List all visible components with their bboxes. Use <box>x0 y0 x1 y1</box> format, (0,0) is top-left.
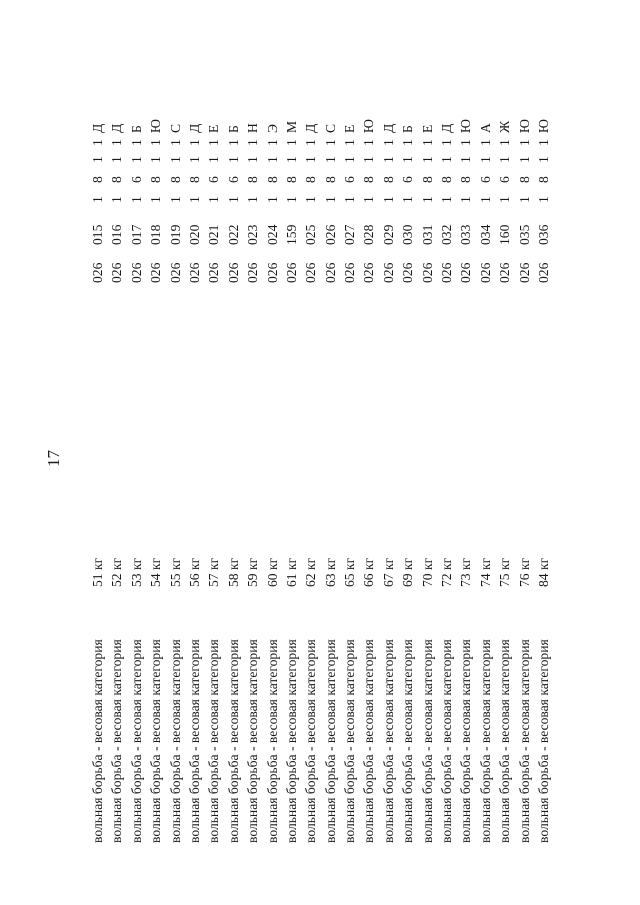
discipline-cell: вольная борьба - весовая категория <box>342 639 358 843</box>
code-digit-a-cell: 1 <box>361 196 377 203</box>
weight-cell: 74 кг <box>477 557 493 587</box>
code-digit-c-cell: 1 <box>245 156 261 163</box>
sport-code-cell: 026 <box>206 262 222 283</box>
code-letter-cell: М <box>283 120 299 133</box>
code-digit-c-cell: 1 <box>128 156 144 163</box>
code-letter-cell: Б <box>225 125 241 133</box>
code-letter-cell: С <box>322 123 338 133</box>
table-row <box>263 0 282 905</box>
weight-cell: 53 кг <box>128 557 144 587</box>
table-row <box>495 0 514 905</box>
code-digit-a-cell: 1 <box>206 196 222 203</box>
table-row <box>321 0 340 905</box>
discipline-cell: вольная борьба - весовая категория <box>361 639 377 843</box>
weight-cell: 63 кг <box>322 557 338 587</box>
code-letter-cell: Ю <box>458 119 474 133</box>
sport-code-cell: 026 <box>303 262 319 283</box>
discipline-number-cell: 025 <box>303 224 319 245</box>
sport-code-cell: 026 <box>361 262 377 283</box>
weight-cell: 56 кг <box>186 557 202 587</box>
sport-code-cell: 026 <box>186 262 202 283</box>
sport-code-cell: 026 <box>109 262 125 283</box>
code-digit-c-cell: 1 <box>342 156 358 163</box>
sport-code-cell: 026 <box>535 262 551 283</box>
table-row <box>243 0 262 905</box>
table-row <box>418 0 437 905</box>
discipline-number-cell: 159 <box>283 224 299 245</box>
code-digit-a-cell: 1 <box>128 196 144 203</box>
table-row <box>437 0 456 905</box>
code-digit-c-cell: 1 <box>167 156 183 163</box>
code-digit-b-cell: 6 <box>342 176 358 183</box>
code-digit-d-cell: 1 <box>380 139 396 146</box>
discipline-cell: вольная борьба - весовая категория <box>148 639 164 843</box>
discipline-cell: вольная борьба - весовая категория <box>90 639 105 843</box>
code-digit-c-cell: 1 <box>477 156 493 163</box>
discipline-number-cell: 033 <box>458 224 474 245</box>
code-digit-d-cell: 1 <box>109 139 125 146</box>
discipline-cell: вольная борьба - весовая категория <box>477 639 493 843</box>
code-digit-a-cell: 1 <box>516 196 532 203</box>
code-digit-d-cell: 1 <box>419 139 435 146</box>
discipline-number-cell: 034 <box>477 224 493 245</box>
code-digit-d-cell: 1 <box>303 139 319 146</box>
code-letter-cell: Д <box>186 123 202 133</box>
code-digit-c-cell: 1 <box>206 156 222 163</box>
code-digit-a-cell: 1 <box>458 196 474 203</box>
weight-cell: 55 кг <box>167 557 183 587</box>
code-digit-b-cell: 8 <box>167 176 183 183</box>
weight-cell: 52 кг <box>109 557 125 587</box>
code-digit-b-cell: 8 <box>283 176 299 183</box>
weight-cell: 67 кг <box>380 557 396 587</box>
code-digit-b-cell: 6 <box>206 176 222 183</box>
table-row <box>107 0 126 905</box>
discipline-cell: вольная борьба - весовая категория <box>245 639 261 843</box>
code-digit-a-cell: 1 <box>90 196 105 203</box>
code-digit-b-cell: 8 <box>419 176 435 183</box>
code-digit-b-cell: 8 <box>380 176 396 183</box>
sport-code-cell: 026 <box>439 262 455 283</box>
code-digit-d-cell: 1 <box>245 139 261 146</box>
code-digit-d-cell: 1 <box>497 139 513 146</box>
sport-code-cell: 026 <box>419 262 435 283</box>
code-digit-b-cell: 6 <box>128 176 144 183</box>
table-row <box>166 0 185 905</box>
table-row <box>224 0 243 905</box>
weight-cell: 72 кг <box>439 557 455 587</box>
table-row <box>204 0 223 905</box>
code-digit-a-cell: 1 <box>245 196 261 203</box>
code-digit-b-cell: 8 <box>535 176 551 183</box>
code-digit-d-cell: 1 <box>477 139 493 146</box>
code-digit-d-cell: 1 <box>439 139 455 146</box>
discipline-number-cell: 035 <box>516 224 532 245</box>
code-letter-cell: Д <box>109 123 125 133</box>
weight-cell: 84 кг <box>535 557 551 587</box>
code-digit-a-cell: 1 <box>419 196 435 203</box>
code-letter-cell: Ю <box>361 119 377 133</box>
code-digit-c-cell: 1 <box>109 156 125 163</box>
code-digit-c-cell: 1 <box>419 156 435 163</box>
table-row <box>127 0 146 905</box>
sport-code-cell: 026 <box>516 262 532 283</box>
code-letter-cell: Д <box>303 123 319 133</box>
code-digit-b-cell: 8 <box>361 176 377 183</box>
discipline-cell: вольная борьба - весовая категория <box>439 639 455 843</box>
weight-cell: 61 кг <box>283 557 299 587</box>
code-digit-b-cell: 8 <box>322 176 338 183</box>
weight-cell: 58 кг <box>225 557 241 587</box>
code-digit-a-cell: 1 <box>400 196 416 203</box>
discipline-cell: вольная борьба - весовая категория <box>303 639 319 843</box>
code-digit-c-cell: 1 <box>400 156 416 163</box>
discipline-number-cell: 019 <box>167 224 183 245</box>
sport-code-cell: 026 <box>497 262 513 283</box>
table-row <box>340 0 359 905</box>
code-digit-c-cell: 1 <box>439 156 455 163</box>
code-digit-c-cell: 1 <box>186 156 202 163</box>
discipline-cell: вольная борьба - весовая категория <box>283 639 299 843</box>
code-digit-b-cell: 8 <box>264 176 280 183</box>
code-digit-d-cell: 1 <box>342 139 358 146</box>
code-digit-a-cell: 1 <box>439 196 455 203</box>
code-digit-b-cell: 6 <box>400 176 416 183</box>
discipline-number-cell: 018 <box>148 224 164 245</box>
code-digit-b-cell: 8 <box>186 176 202 183</box>
table-row <box>146 0 165 905</box>
code-digit-a-cell: 1 <box>497 196 513 203</box>
code-digit-a-cell: 1 <box>148 196 164 203</box>
code-digit-c-cell: 1 <box>322 156 338 163</box>
discipline-cell: вольная борьба - весовая категория <box>167 639 183 843</box>
code-digit-c-cell: 1 <box>283 156 299 163</box>
code-letter-cell: Ю <box>148 119 164 133</box>
sport-code-cell: 026 <box>400 262 416 283</box>
table-row <box>185 0 204 905</box>
discipline-cell: вольная борьба - весовая категория <box>458 639 474 843</box>
code-digit-b-cell: 6 <box>497 176 513 183</box>
sport-code-cell: 026 <box>225 262 241 283</box>
discipline-cell: вольная борьба - весовая категория <box>535 639 551 843</box>
code-digit-d-cell: 1 <box>128 139 144 146</box>
table-row <box>282 0 301 905</box>
code-digit-c-cell: 1 <box>90 156 105 163</box>
discipline-number-cell: 031 <box>419 224 435 245</box>
page-number: 17 <box>44 450 63 467</box>
weight-cell: 75 кг <box>497 557 513 587</box>
sport-code-cell: 026 <box>128 262 144 283</box>
code-digit-d-cell: 1 <box>535 139 551 146</box>
weight-cell: 69 кг <box>400 557 416 587</box>
weight-cell: 76 кг <box>516 557 532 587</box>
code-digit-b-cell: 6 <box>477 176 493 183</box>
code-letter-cell: Д <box>380 123 396 133</box>
code-digit-b-cell: 8 <box>516 176 532 183</box>
sports-codes-table <box>88 0 553 905</box>
code-digit-c-cell: 1 <box>361 156 377 163</box>
discipline-number-cell: 030 <box>400 224 416 245</box>
sport-code-cell: 026 <box>458 262 474 283</box>
code-digit-d-cell: 1 <box>400 139 416 146</box>
weight-cell: 70 кг <box>419 557 435 587</box>
discipline-cell: вольная борьба - весовая категория <box>419 639 435 843</box>
discipline-cell: вольная борьба - весовая категория <box>128 639 144 843</box>
code-letter-cell: С <box>167 123 183 133</box>
code-digit-b-cell: 6 <box>225 176 241 183</box>
code-digit-a-cell: 1 <box>109 196 125 203</box>
code-digit-a-cell: 1 <box>303 196 319 203</box>
table-row <box>456 0 475 905</box>
weight-cell: 62 кг <box>303 557 319 587</box>
code-letter-cell: Е <box>419 124 435 133</box>
code-digit-a-cell: 1 <box>186 196 202 203</box>
weight-cell: 57 кг <box>206 557 222 587</box>
discipline-cell: вольная борьба - весовая категория <box>322 639 338 843</box>
weight-cell: 73 кг <box>458 557 474 587</box>
weight-cell: 60 кг <box>264 557 280 587</box>
table-row <box>515 0 534 905</box>
code-digit-c-cell: 1 <box>264 156 280 163</box>
discipline-cell: вольная борьба - весовая категория <box>109 639 125 843</box>
code-digit-a-cell: 1 <box>535 196 551 203</box>
weight-cell: 65 кг <box>342 557 358 587</box>
code-digit-a-cell: 1 <box>225 196 241 203</box>
table-row <box>534 0 553 905</box>
sport-code-cell: 026 <box>264 262 280 283</box>
code-letter-cell: Э <box>264 124 280 133</box>
weight-cell: 59 кг <box>245 557 261 587</box>
sport-code-cell: 026 <box>167 262 183 283</box>
code-digit-b-cell: 8 <box>148 176 164 183</box>
code-digit-b-cell: 8 <box>90 176 105 183</box>
code-digit-d-cell: 1 <box>458 139 474 146</box>
code-letter-cell: Б <box>128 125 144 133</box>
code-digit-d-cell: 1 <box>167 139 183 146</box>
code-letter-cell: Б <box>400 125 416 133</box>
code-digit-a-cell: 1 <box>477 196 493 203</box>
code-digit-d-cell: 1 <box>283 139 299 146</box>
sport-code-cell: 026 <box>380 262 396 283</box>
discipline-number-cell: 015 <box>90 224 105 245</box>
code-digit-a-cell: 1 <box>264 196 280 203</box>
discipline-cell: вольная борьба - весовая категория <box>206 639 222 843</box>
discipline-number-cell: 021 <box>206 224 222 245</box>
sport-code-cell: 026 <box>90 262 105 283</box>
code-digit-d-cell: 1 <box>322 139 338 146</box>
code-digit-a-cell: 1 <box>322 196 338 203</box>
discipline-number-cell: 022 <box>225 224 241 245</box>
code-letter-cell: А <box>477 123 493 133</box>
discipline-cell: вольная борьба - весовая категория <box>380 639 396 843</box>
code-letter-cell: Д <box>439 123 455 133</box>
code-digit-b-cell: 8 <box>458 176 474 183</box>
discipline-number-cell: 020 <box>186 224 202 245</box>
code-digit-d-cell: 1 <box>264 139 280 146</box>
code-digit-c-cell: 1 <box>148 156 164 163</box>
discipline-number-cell: 036 <box>535 224 551 245</box>
code-digit-b-cell: 8 <box>245 176 261 183</box>
table-row <box>398 0 417 905</box>
table-row <box>88 0 107 905</box>
code-digit-d-cell: 1 <box>361 139 377 146</box>
sport-code-cell: 026 <box>245 262 261 283</box>
code-digit-c-cell: 1 <box>535 156 551 163</box>
discipline-number-cell: 028 <box>361 224 377 245</box>
code-digit-d-cell: 1 <box>186 139 202 146</box>
discipline-number-cell: 023 <box>245 224 261 245</box>
code-digit-c-cell: 1 <box>380 156 396 163</box>
discipline-number-cell: 032 <box>439 224 455 245</box>
sport-code-cell: 026 <box>148 262 164 283</box>
weight-cell: 51 кг <box>90 557 105 587</box>
sport-code-cell: 026 <box>477 262 493 283</box>
discipline-cell: вольная борьба - весовая категория <box>186 639 202 843</box>
discipline-number-cell: 029 <box>380 224 396 245</box>
code-letter-cell: Ю <box>535 119 551 133</box>
code-digit-d-cell: 1 <box>90 139 105 146</box>
weight-cell: 66 кг <box>361 557 377 587</box>
code-digit-a-cell: 1 <box>283 196 299 203</box>
code-digit-b-cell: 8 <box>439 176 455 183</box>
code-digit-a-cell: 1 <box>380 196 396 203</box>
code-digit-b-cell: 8 <box>303 176 319 183</box>
code-letter-cell: Е <box>206 124 222 133</box>
discipline-cell: вольная борьба - весовая категория <box>264 639 280 843</box>
discipline-number-cell: 017 <box>128 224 144 245</box>
discipline-cell: вольная борьба - весовая категория <box>497 639 513 843</box>
code-digit-c-cell: 1 <box>225 156 241 163</box>
sport-code-cell: 026 <box>342 262 358 283</box>
code-digit-d-cell: 1 <box>148 139 164 146</box>
code-digit-c-cell: 1 <box>516 156 532 163</box>
code-letter-cell: Е <box>342 124 358 133</box>
sport-code-cell: 026 <box>322 262 338 283</box>
weight-cell: 54 кг <box>148 557 164 587</box>
table-row <box>476 0 495 905</box>
discipline-number-cell: 024 <box>264 224 280 245</box>
discipline-number-cell: 160 <box>497 224 513 245</box>
code-digit-a-cell: 1 <box>167 196 183 203</box>
code-letter-cell: Ю <box>516 119 532 133</box>
code-digit-b-cell: 8 <box>109 176 125 183</box>
code-digit-d-cell: 1 <box>225 139 241 146</box>
discipline-number-cell: 027 <box>342 224 358 245</box>
sport-code-cell: 026 <box>283 262 299 283</box>
discipline-cell: вольная борьба - весовая категория <box>516 639 532 843</box>
code-digit-c-cell: 1 <box>458 156 474 163</box>
table-row <box>359 0 378 905</box>
code-digit-a-cell: 1 <box>342 196 358 203</box>
code-letter-cell: Д <box>90 123 105 133</box>
code-letter-cell: Ж <box>497 120 513 133</box>
code-letter-cell: Н <box>245 123 261 133</box>
code-digit-d-cell: 1 <box>206 139 222 146</box>
discipline-number-cell: 026 <box>322 224 338 245</box>
code-digit-c-cell: 1 <box>497 156 513 163</box>
code-digit-d-cell: 1 <box>516 139 532 146</box>
discipline-number-cell: 016 <box>109 224 125 245</box>
discipline-cell: вольная борьба - весовая категория <box>400 639 416 843</box>
discipline-cell: вольная борьба - весовая категория <box>225 639 241 843</box>
code-digit-c-cell: 1 <box>303 156 319 163</box>
table-row <box>301 0 320 905</box>
table-row <box>379 0 398 905</box>
